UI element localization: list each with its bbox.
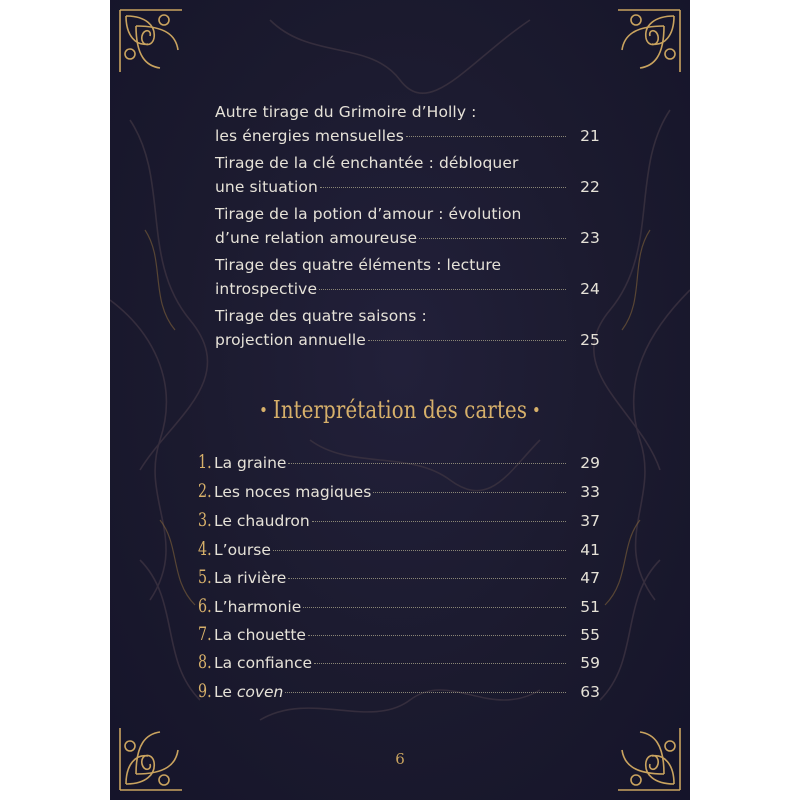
toc-entry-four-elements <box>215 253 600 301</box>
toc-entry-subtitle: d’une relation amoureuse <box>215 229 418 247</box>
card-entry-9 <box>198 680 600 702</box>
card-name: La confiance <box>214 654 313 672</box>
dot-leader <box>373 491 566 493</box>
card-page-number: 55 <box>580 626 600 644</box>
card-entry-7 <box>198 623 600 645</box>
card-number: 5. <box>198 566 212 588</box>
card-name: La graine <box>214 454 287 472</box>
title-bullet-right: • <box>532 400 541 421</box>
toc-entry-love-potion <box>215 202 600 250</box>
toc-entry-subtitle: une situation <box>215 178 318 196</box>
card-entry-3 <box>198 509 600 531</box>
dot-leader <box>406 135 566 137</box>
card-entry-2 <box>198 480 600 502</box>
corner-ornament-top-right <box>614 6 684 76</box>
card-number: 7. <box>198 623 212 645</box>
book-page <box>110 0 690 800</box>
card-page-number: 63 <box>580 683 600 701</box>
card-page-number: 47 <box>580 569 600 587</box>
dot-leader <box>303 606 566 608</box>
toc-entry-title: Tirage des quatre éléments : lecture <box>215 256 502 274</box>
dot-leader <box>273 549 566 551</box>
card-number: 3. <box>198 509 212 531</box>
card-number: 4. <box>198 538 212 560</box>
toc-entry-enchanted-key <box>215 151 600 199</box>
card-number: 2. <box>198 480 212 502</box>
card-name-italic: coven <box>236 683 284 701</box>
toc-page-number: 21 <box>580 127 600 145</box>
toc-page-number: 24 <box>580 280 600 298</box>
toc-entry-subtitle: les énergies mensuelles <box>215 127 404 145</box>
card-name: Le chaudron <box>214 512 310 530</box>
card-name: L’harmonie <box>214 598 302 616</box>
toc-entry-monthly-energies <box>215 100 600 148</box>
toc-entry-subtitle: introspective <box>215 280 318 298</box>
dot-leader <box>419 237 566 239</box>
card-page-number: 41 <box>580 541 600 559</box>
card-number: 1. <box>198 451 212 473</box>
card-name: Les noces magiques <box>214 483 372 501</box>
card-number: 9. <box>198 680 212 702</box>
card-name: La chouette <box>214 626 306 644</box>
card-page-number: 51 <box>580 598 600 616</box>
dot-leader <box>314 662 566 664</box>
card-entry-4 <box>198 538 600 560</box>
dot-leader <box>308 634 566 636</box>
toc-page-number: 22 <box>580 178 600 196</box>
card-page-number: 59 <box>580 654 600 672</box>
card-name-prefix: Le <box>214 683 237 701</box>
card-number: 8. <box>198 651 212 673</box>
page-number: 6 <box>395 750 405 768</box>
dot-leader <box>288 462 566 464</box>
dot-leader <box>285 691 566 693</box>
dot-leader <box>368 339 566 341</box>
card-entry-5 <box>198 566 600 588</box>
toc-entry-title: Tirage de la clé enchantée : débloquer <box>215 154 519 172</box>
title-bullet-left: • <box>259 400 268 421</box>
corner-ornament-top-left <box>116 6 186 76</box>
dot-leader <box>319 288 566 290</box>
card-page-number: 37 <box>580 512 600 530</box>
card-number: 6. <box>198 595 212 617</box>
toc-page-number: 23 <box>580 229 600 247</box>
toc-entry-subtitle: projection annuelle <box>215 331 366 349</box>
section-title-text: Interprétation des cartes <box>272 396 528 424</box>
dot-leader <box>320 186 566 188</box>
card-page-number: 29 <box>580 454 600 472</box>
toc-entry-title: Tirage de la potion d’amour : évolution <box>215 205 522 223</box>
dot-leader <box>288 577 566 579</box>
toc-entry-title: Autre tirage du Grimoire d’Holly : <box>215 103 477 121</box>
card-page-number: 33 <box>580 483 600 501</box>
card-entry-8 <box>198 651 600 673</box>
card-entry-1 <box>198 451 600 473</box>
card-name: L’ourse <box>214 541 271 559</box>
toc-entry-title: Tirage des quatre saisons : <box>215 307 427 325</box>
section-title <box>162 396 638 424</box>
toc-entry-four-seasons <box>215 304 600 352</box>
toc-page-number: 25 <box>580 331 600 349</box>
card-entry-6 <box>198 595 600 617</box>
card-name <box>214 683 283 701</box>
dot-leader <box>312 520 566 522</box>
card-name: La rivière <box>214 569 287 587</box>
